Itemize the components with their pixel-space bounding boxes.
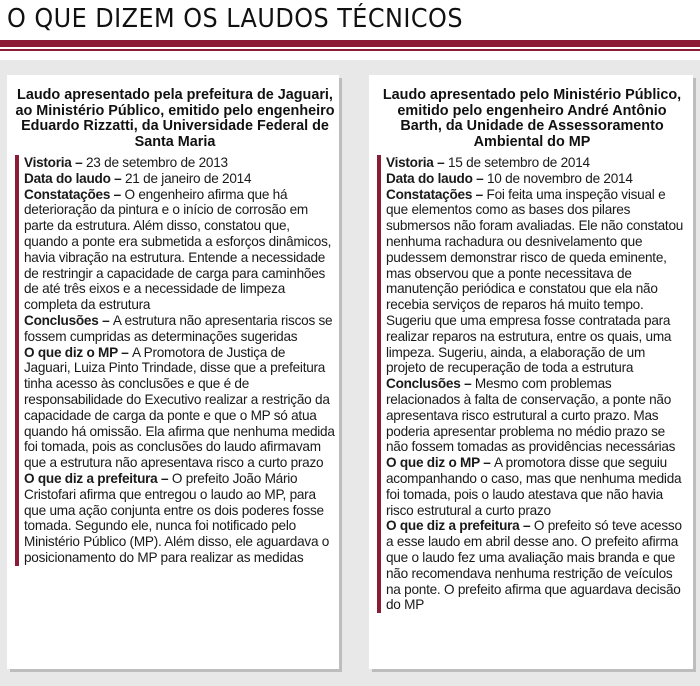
item-o-que-diz-a-prefeitura xyxy=(377,518,687,613)
headline-rule-thin xyxy=(0,49,700,51)
item-o-que-diz-a-prefeitura xyxy=(15,471,335,566)
headline-rule xyxy=(0,40,700,47)
report-title: Laudo apresentado pela prefeitura de Jaguari, ao Ministério Público, emitido pelo engenheiro Eduardo Rizzatti, da Universidade Federal de Santa Maria xyxy=(15,87,335,150)
item-conclusoes xyxy=(15,313,335,345)
item-constatacoes xyxy=(377,187,687,377)
item-text: A Promotora de Justiça de Jaguari, Luiza Pinto Trindade, disse que a prefeitura tinha acesso às conclusões e que é de responsabilidade do Executivo realizar a restrição da capacidade de carga da ponte e que o MP só atua quando há omissão. Ela afirma que nenhuma medida foi tomada, pois as conclusões do laudo afirmavam que a estrutura não apresentava risco a curto prazo xyxy=(24,344,335,471)
report-card-ministerio-publico xyxy=(369,75,693,669)
report-card-prefeitura xyxy=(7,75,339,669)
item-data-do-laudo xyxy=(15,171,335,187)
item-label: O que diz o MP – xyxy=(24,344,133,360)
item-text: O prefeito só teve acesso a esse laudo em abril desse ano. O prefeito afirma que o laudo fez uma avaliação mais branda e que não recomendava nenhuma restrição de veículos na ponte. O prefeito afirma que aguardava decisão do MP xyxy=(386,518,682,613)
item-label: Conclusões – xyxy=(24,312,113,328)
item-conclusoes xyxy=(377,376,687,455)
item-o-que-diz-o-mp xyxy=(377,455,687,518)
item-text: A promotora disse que seguiu acompanhando o caso, mas que nenhuma medida foi tomada, pois o laudo atestava que não havia risco estrutural a curto prazo xyxy=(386,455,682,518)
page-headline: O QUE DIZEM OS LAUDOS TÉCNICOS xyxy=(7,4,463,34)
item-o-que-diz-o-mp xyxy=(15,345,335,471)
item-label: O que diz a prefeitura – xyxy=(386,518,534,534)
item-data-do-laudo xyxy=(377,171,687,187)
item-label: Constatações – xyxy=(386,186,487,202)
item-text: Mesmo com problemas relacionados à falta de conservação, a ponte não apresentava risco estrutural a curto prazo. Mas poderia apresentar problema no médio prazo se não fossem tomadas as providências necessárias xyxy=(386,376,676,455)
item-label: O que diz o MP – xyxy=(386,455,495,471)
item-label: Data do laudo – xyxy=(24,170,125,186)
item-label: Vistoria – xyxy=(24,155,86,170)
report-title: Laudo apresentado pelo Ministério Público, emitido pelo engenheiro André Antônio Barth, da Unidade de Assessoramento Ambiental do MP xyxy=(382,87,682,150)
item-text: 10 de novembro de 2014 xyxy=(487,170,633,186)
item-vistoria xyxy=(15,155,335,171)
item-label: Vistoria – xyxy=(386,155,448,170)
item-constatacoes xyxy=(15,187,335,313)
item-vistoria xyxy=(377,155,687,171)
item-text: O engenheiro afirma que há deterioração da pintura e o início de corrosão em parte da estrutura. Além disso, constatou que, quando a ponte era submetida a esforços dinâmicos, havia vibração na estrutura. Entende a necessidade de restringir a capacidade de carga para caminhões de até três eixos e a necessidade de limpeza completa da estrutura xyxy=(24,186,332,313)
item-text: O prefeito João Mário Cristofari afirma que entregou o laudo ao MP, para que uma ação conjunta entre os dois poderes fosse tomada. Segundo ele, nunca foi notificado pelo Ministério Público (MP). Além disso, ele aguardava o posicionamento do MP para realizar as medidas xyxy=(24,470,330,565)
item-text: 23 de setembro de 2013 xyxy=(85,155,228,170)
item-text: Foi feita uma inspeção visual e que elementos como as bases dos pilares submersos não foram avaliadas. Ele não constatou nenhuma rachadura ou desnivelamento que pudessem demonstrar risco de queda eminente, mas observou que a ponte necessitava de manutenção periódica e constatou que ela não recebia serviços de reparos há muito tempo. Sugeriu que uma empresa fosse contratada para realizar reparos na estrutura, entre os quais, uma limpeza. Sugeriu, ainda, a elaboração de um projeto de recuperação de toda a estrutura xyxy=(386,186,684,376)
item-label: Conclusões – xyxy=(386,376,475,392)
item-label: Data do laudo – xyxy=(386,170,487,186)
item-label: O que diz a prefeitura – xyxy=(24,470,172,486)
item-text: 21 de janeiro de 2014 xyxy=(125,170,252,186)
item-label: Constatações – xyxy=(24,186,125,202)
item-text: A estrutura não apresentaria riscos se fossem cumpridas as determinações sugeridas xyxy=(24,312,333,344)
item-text: 15 de setembro de 2014 xyxy=(447,155,590,170)
